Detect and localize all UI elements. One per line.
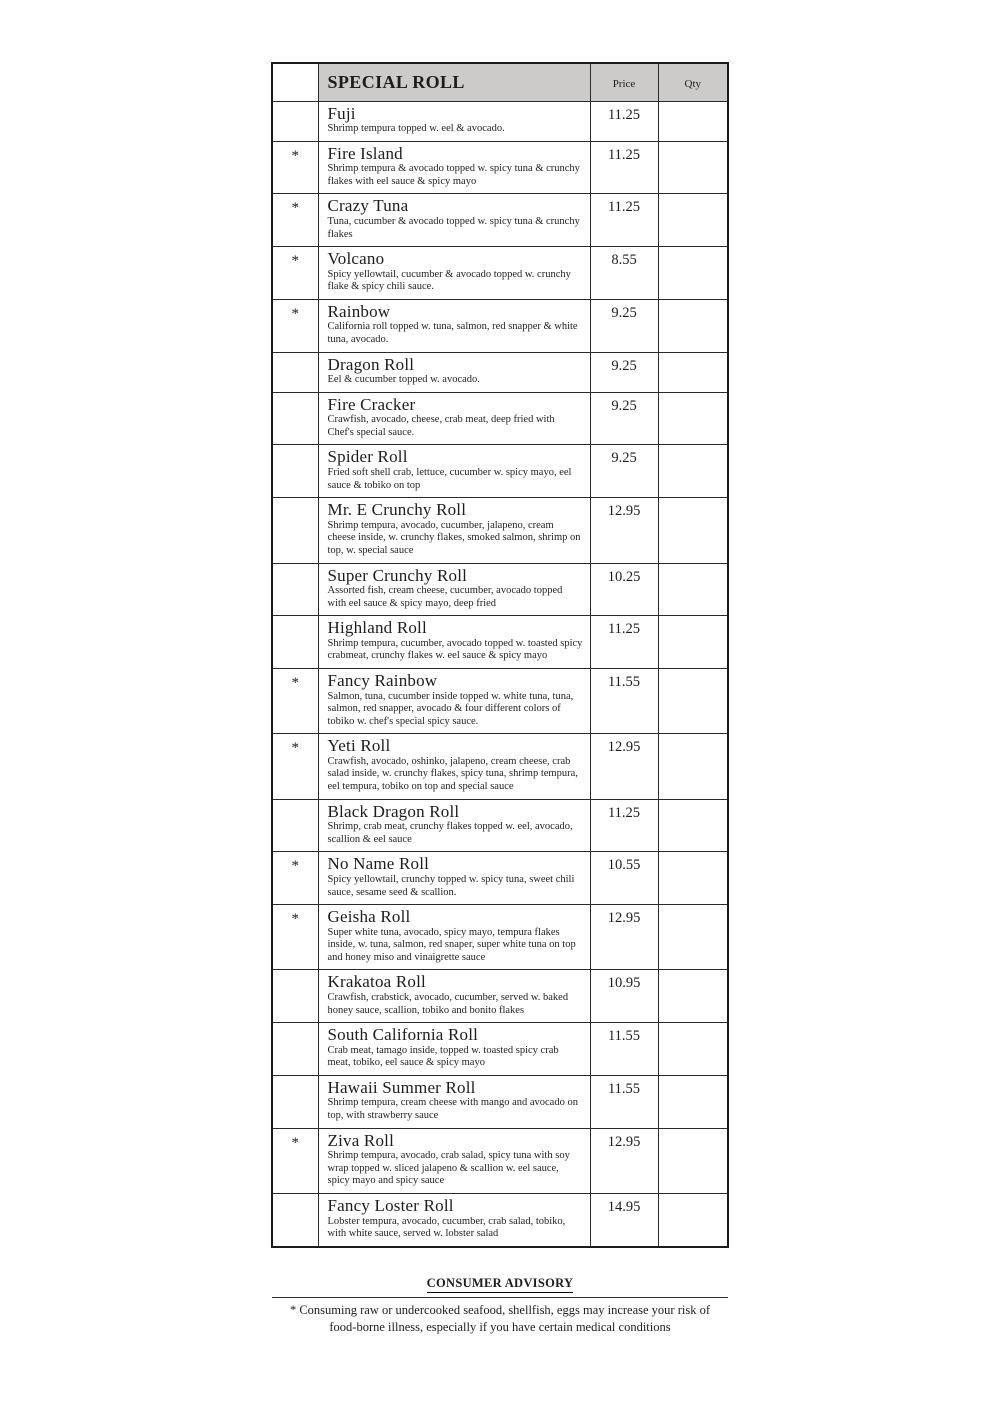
roll-description: California roll topped w. tuna, salmon, red snapper & white tuna, avocado. xyxy=(327,321,578,345)
raw-indicator xyxy=(272,616,318,669)
qty-cell xyxy=(658,141,728,194)
roll-price: 9.25 xyxy=(590,352,658,392)
qty-cell xyxy=(658,1128,728,1193)
menu-row xyxy=(272,563,728,616)
raw-indicator: * xyxy=(272,905,318,970)
roll-info-cell xyxy=(318,445,590,498)
roll-name: No Name Roll xyxy=(327,854,430,874)
roll-price: 11.25 xyxy=(590,616,658,669)
roll-description: Shrimp tempura, avocado, cucumber, jalapeno, cream cheese inside, w. crunchy flakes, smoked salmon, shrimp on top, w. special sauce xyxy=(327,519,581,556)
qty-cell xyxy=(658,563,728,616)
roll-price: 11.25 xyxy=(590,799,658,852)
menu-row xyxy=(272,734,728,799)
raw-indicator: * xyxy=(272,247,318,300)
roll-price: 12.95 xyxy=(590,905,658,970)
roll-price: 14.95 xyxy=(590,1193,658,1246)
roll-description: Crawfish, avocado, oshinko, jalapeno, cream cheese, crab salad inside, w. crunchy flakes, spicy tuna, shrimp tempura, eel tempura, tobiko on top and special sauce xyxy=(327,755,578,793)
menu-row xyxy=(272,445,728,498)
qty-cell xyxy=(658,247,728,300)
roll-name: South California Roll xyxy=(327,1025,479,1045)
menu-row xyxy=(272,352,728,392)
roll-name: Crazy Tuna xyxy=(327,196,409,216)
raw-indicator: * xyxy=(272,299,318,352)
roll-price: 9.25 xyxy=(590,445,658,498)
roll-price: 10.55 xyxy=(590,852,658,905)
roll-price: 11.25 xyxy=(590,194,658,247)
roll-name: Geisha Roll xyxy=(327,907,411,927)
qty-cell xyxy=(658,445,728,498)
table-title: SPECIAL ROLL xyxy=(318,63,590,101)
roll-price: 12.95 xyxy=(590,1128,658,1193)
raw-indicator: * xyxy=(272,734,318,799)
roll-description: Spicy yellowtail, crunchy topped w. spicy tuna, sweet chili sauce, sesame seed & scallion. xyxy=(327,873,575,898)
raw-indicator xyxy=(272,1193,318,1246)
roll-price: 11.25 xyxy=(590,141,658,194)
raw-indicator: * xyxy=(272,852,318,905)
roll-name: Fancy Rainbow xyxy=(327,670,438,690)
menu-row xyxy=(272,905,728,970)
roll-info-cell xyxy=(318,1023,590,1076)
roll-info-cell xyxy=(318,141,590,194)
roll-price: 8.55 xyxy=(590,247,658,300)
menu-row xyxy=(272,852,728,905)
roll-info-cell xyxy=(318,970,590,1023)
roll-description: Super white tuna, avocado, spicy mayo, tempura flakes inside, w. tuna, salmon, red snaper, super white tuna on top and honey miso and vinaigrette sauce xyxy=(327,926,576,963)
qty-cell xyxy=(658,1023,728,1076)
menu-row xyxy=(272,668,728,733)
qty-cell xyxy=(658,1075,728,1128)
menu-row xyxy=(272,498,728,563)
roll-info-cell xyxy=(318,799,590,852)
roll-name: Mr. E Crunchy Roll xyxy=(327,500,467,520)
qty-cell xyxy=(658,498,728,563)
roll-name: Fire Cracker xyxy=(327,394,416,414)
roll-price: 10.25 xyxy=(590,563,658,616)
raw-indicator xyxy=(272,498,318,563)
roll-name: Hawaii Summer Roll xyxy=(327,1077,476,1097)
menu-row xyxy=(272,141,728,194)
roll-name: Volcano xyxy=(327,249,385,269)
roll-description: Tuna, cucumber & avocado topped w. spicy tuna & crunchy flakes xyxy=(327,215,580,240)
roll-description: Salmon, tuna, cucumber inside topped w. white tuna, tuna, salmon, red snapper, avocado & four different colors of tobiko w. chef's special spicy sauce. xyxy=(327,690,574,727)
roll-price: 11.55 xyxy=(590,1075,658,1128)
raw-indicator: * xyxy=(272,1128,318,1193)
roll-description: Shrimp tempura topped w. eel & avocado. xyxy=(327,123,505,135)
menu-row xyxy=(272,1075,728,1128)
raw-indicator xyxy=(272,392,318,445)
menu-row xyxy=(272,1193,728,1246)
qty-cell xyxy=(658,194,728,247)
menu-row xyxy=(272,247,728,300)
raw-indicator xyxy=(272,1075,318,1128)
roll-info-cell xyxy=(318,194,590,247)
roll-price: 12.95 xyxy=(590,734,658,799)
raw-indicator xyxy=(272,352,318,392)
roll-description: Eel & cucumber topped w. avocado. xyxy=(327,374,480,386)
qty-cell xyxy=(658,1193,728,1246)
roll-description: Fried soft shell crab, lettuce, cucumber w. spicy mayo, eel sauce & tobiko on top xyxy=(327,467,572,491)
raw-indicator xyxy=(272,970,318,1023)
roll-info-cell xyxy=(318,905,590,970)
roll-price: 11.25 xyxy=(590,101,658,141)
roll-description: Spicy yellowtail, cucumber & avocado topped w. crunchy flake & spicy chili sauce. xyxy=(327,268,571,293)
roll-name: Rainbow xyxy=(327,301,391,321)
roll-info-cell xyxy=(318,392,590,445)
price-column-header: Price xyxy=(590,63,658,101)
raw-indicator: * xyxy=(272,141,318,194)
roll-info-cell xyxy=(318,668,590,733)
special-roll-table xyxy=(271,62,729,1248)
roll-name: Black Dragon Roll xyxy=(327,801,460,821)
roll-info-cell xyxy=(318,616,590,669)
advisory-divider xyxy=(272,1297,728,1298)
menu-row xyxy=(272,616,728,669)
qty-column-header: Qty xyxy=(658,63,728,101)
advisory-title: CONSUMER ADVISORY xyxy=(427,1276,574,1293)
roll-info-cell xyxy=(318,734,590,799)
roll-description: Assorted fish, cream cheese, cucumber, avocado topped with eel sauce & spicy mayo, deep fried xyxy=(327,585,563,609)
roll-price: 9.25 xyxy=(590,299,658,352)
roll-description: Lobster tempura, avocado, cucumber, crab salad, tobiko, with white sauce, served w. lobster salad xyxy=(327,1215,566,1240)
roll-name: Fuji xyxy=(327,103,356,123)
qty-cell xyxy=(658,352,728,392)
roll-price: 12.95 xyxy=(590,498,658,563)
qty-cell xyxy=(658,299,728,352)
roll-description: Shrimp tempura, cucumber, avocado topped w. toasted spicy crabmeat, crunchy flakes w. eel sauce & spicy mayo xyxy=(327,637,583,662)
roll-description: Shrimp, crab meat, crunchy flakes topped w. eel, avocado, scallion & eel sauce xyxy=(327,821,573,845)
roll-price: 11.55 xyxy=(590,1023,658,1076)
advisory-text-line1: * Consuming raw or undercooked seafood, shellfish, eggs may increase your risk of xyxy=(289,1302,711,1317)
advisory-text-line2: food-borne illness, especially if you have certain medical conditions xyxy=(329,1319,671,1334)
roll-info-cell xyxy=(318,1075,590,1128)
menu-row xyxy=(272,970,728,1023)
menu-row xyxy=(272,1128,728,1193)
menu-row xyxy=(272,799,728,852)
consumer-advisory xyxy=(272,1274,728,1336)
qty-cell xyxy=(658,734,728,799)
roll-name: Fancy Loster Roll xyxy=(327,1195,454,1215)
menu-rows xyxy=(272,101,728,1247)
menu-row xyxy=(272,101,728,141)
roll-price: 11.55 xyxy=(590,668,658,733)
raw-indicator xyxy=(272,1023,318,1076)
menu-row xyxy=(272,1023,728,1076)
roll-description: Crawfish, crabstick, avocado, cucumber, served w. baked honey sauce, scallion, tobiko and bonito flakes xyxy=(327,991,569,1016)
raw-indicator xyxy=(272,799,318,852)
roll-name: Ziva Roll xyxy=(327,1130,394,1150)
roll-name: Dragon Roll xyxy=(327,354,415,374)
qty-cell xyxy=(658,668,728,733)
roll-info-cell xyxy=(318,1128,590,1193)
roll-info-cell xyxy=(318,498,590,563)
table-header-row xyxy=(272,63,728,101)
roll-name: Fire Island xyxy=(327,143,403,163)
qty-cell xyxy=(658,616,728,669)
roll-name: Krakatoa Roll xyxy=(327,972,426,992)
roll-description: Crawfish, avocado, cheese, crab meat, deep fried with Chef's special sauce. xyxy=(327,414,555,438)
raw-indicator xyxy=(272,445,318,498)
qty-cell xyxy=(658,101,728,141)
roll-info-cell xyxy=(318,247,590,300)
menu-row xyxy=(272,392,728,445)
roll-info-cell xyxy=(318,101,590,141)
roll-description: Shrimp tempura & avocado topped w. spicy tuna & crunchy flakes with eel sauce & spicy mayo xyxy=(327,163,580,187)
roll-name: Super Crunchy Roll xyxy=(327,565,468,585)
raw-indicator: * xyxy=(272,668,318,733)
roll-name: Highland Roll xyxy=(327,618,427,638)
roll-info-cell xyxy=(318,1193,590,1246)
star-column-header xyxy=(272,63,318,101)
raw-indicator: * xyxy=(272,194,318,247)
roll-price: 9.25 xyxy=(590,392,658,445)
roll-info-cell xyxy=(318,299,590,352)
roll-description: Shrimp tempura, cream cheese with mango and avocado on top, with strawberry sauce xyxy=(327,1097,578,1122)
roll-description: Crab meat, tamago inside, topped w. toasted spicy crab meat, tobiko, eel sauce & spicy mayo xyxy=(327,1044,559,1069)
roll-info-cell xyxy=(318,852,590,905)
qty-cell xyxy=(658,392,728,445)
menu-row xyxy=(272,194,728,247)
roll-price: 10.95 xyxy=(590,970,658,1023)
roll-info-cell xyxy=(318,352,590,392)
roll-info-cell xyxy=(318,563,590,616)
raw-indicator xyxy=(272,101,318,141)
qty-cell xyxy=(658,970,728,1023)
roll-name: Spider Roll xyxy=(327,447,408,467)
qty-cell xyxy=(658,852,728,905)
raw-indicator xyxy=(272,563,318,616)
menu-row xyxy=(272,299,728,352)
roll-name: Yeti Roll xyxy=(327,736,391,756)
roll-description: Shrimp tempura, avocado, crab salad, spicy tuna with soy wrap topped w. sliced jalapeno & scallion w. eel sauce, spicy mayo and spicy sauce xyxy=(327,1150,570,1187)
qty-cell xyxy=(658,905,728,970)
qty-cell xyxy=(658,799,728,852)
